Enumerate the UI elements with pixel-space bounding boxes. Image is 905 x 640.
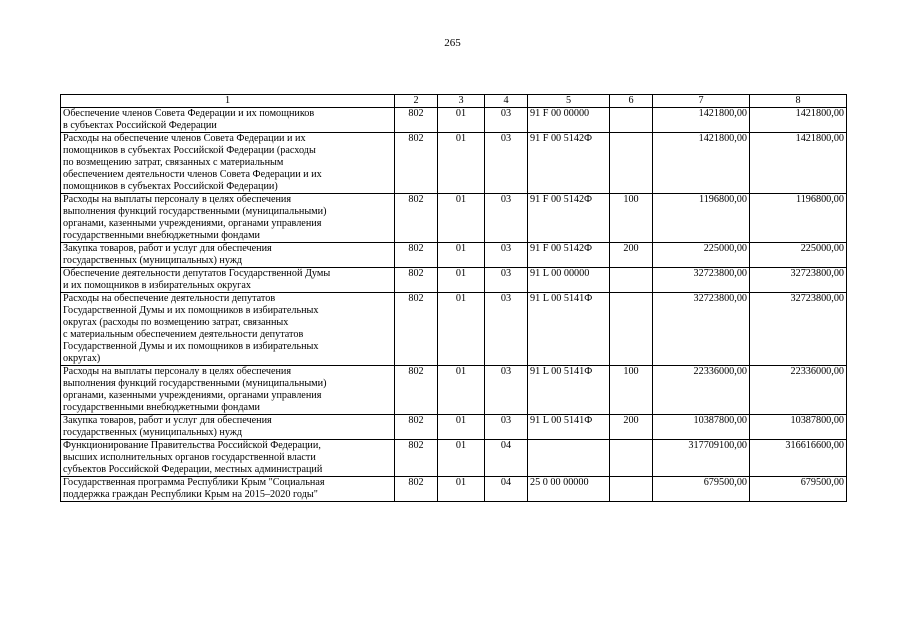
cell-section-code: 01 <box>438 293 485 366</box>
cell-ministry-code: 802 <box>395 415 438 440</box>
cell-ministry-code: 802 <box>395 268 438 293</box>
cell-expense-type <box>610 133 653 194</box>
cell-expense-type: 100 <box>610 194 653 243</box>
cell-target-article: 91 F 00 5142Ф <box>528 243 610 268</box>
cell-amount-2020: 225000,00 <box>750 243 847 268</box>
cell-expense-type: 200 <box>610 243 653 268</box>
cell-subsection-code: 03 <box>485 108 528 133</box>
cell-ministry-code: 802 <box>395 366 438 415</box>
cell-item-name: Функционирование Правительства Российской Федерации, высших исполнительных органов государственной власти субъектов Российской Федерации, местных администраций <box>61 440 395 477</box>
table-row <box>61 415 847 440</box>
cell-amount-2020: 1421800,00 <box>750 108 847 133</box>
cell-section-code: 01 <box>438 243 485 268</box>
cell-subsection-code: 04 <box>485 477 528 502</box>
cell-section-code: 01 <box>438 268 485 293</box>
cell-target-article: 91 F 00 00000 <box>528 108 610 133</box>
table-row <box>61 366 847 415</box>
column-header-6: 6 <box>610 95 653 108</box>
column-header-4: 4 <box>485 95 528 108</box>
table-row <box>61 243 847 268</box>
cell-section-code: 01 <box>438 108 485 133</box>
cell-amount-2019: 317709100,00 <box>653 440 750 477</box>
cell-amount-2020: 316616600,00 <box>750 440 847 477</box>
cell-ministry-code: 802 <box>395 477 438 502</box>
cell-subsection-code: 03 <box>485 133 528 194</box>
table-row <box>61 293 847 366</box>
cell-item-name: Расходы на выплаты персоналу в целях обеспечения выполнения функций государственными (муниципальными) органами, казенными учреждениями, органами управления государственными внебюджетными фондами <box>61 194 395 243</box>
cell-section-code: 01 <box>438 133 485 194</box>
column-header-7: 7 <box>653 95 750 108</box>
cell-amount-2019: 1196800,00 <box>653 194 750 243</box>
cell-target-article: 91 F 00 5142Ф <box>528 194 610 243</box>
cell-amount-2019: 1421800,00 <box>653 133 750 194</box>
cell-ministry-code: 802 <box>395 108 438 133</box>
cell-subsection-code: 04 <box>485 440 528 477</box>
page-number: 265 <box>444 37 461 49</box>
cell-amount-2019: 1421800,00 <box>653 108 750 133</box>
cell-target-article: 91 L 00 00000 <box>528 268 610 293</box>
column-header-5: 5 <box>528 95 610 108</box>
cell-section-code: 01 <box>438 440 485 477</box>
cell-section-code: 01 <box>438 366 485 415</box>
cell-item-name: Расходы на обеспечение деятельности депутатов Государственной Думы и их помощников в избирательных округах (расходы по возмещению затрат, связанных с материальным обеспечением деятельности депутатов Государственной Думы и их помощников в избирательных округах) <box>61 293 395 366</box>
cell-expense-type <box>610 440 653 477</box>
table-header-row <box>61 95 847 108</box>
cell-subsection-code: 03 <box>485 194 528 243</box>
cell-ministry-code: 802 <box>395 293 438 366</box>
cell-section-code: 01 <box>438 477 485 502</box>
cell-expense-type <box>610 268 653 293</box>
cell-target-article: 91 L 00 5141Ф <box>528 415 610 440</box>
cell-amount-2020: 1196800,00 <box>750 194 847 243</box>
cell-amount-2019: 225000,00 <box>653 243 750 268</box>
table-row <box>61 194 847 243</box>
cell-expense-type: 200 <box>610 415 653 440</box>
cell-item-name: Расходы на обеспечение членов Совета Федерации и их помощников в субъектах Российской Федерации (расходы по возмещению затрат, связанных с материальным обеспечением деятельности членов Совета Федерации и их помощников в субъектах Российской Федерации) <box>61 133 395 194</box>
column-header-8: 8 <box>750 95 847 108</box>
cell-amount-2020: 679500,00 <box>750 477 847 502</box>
cell-item-name: Расходы на выплаты персоналу в целях обеспечения выполнения функций государственными (муниципальными) органами, казенными учреждениями, органами управления государственными внебюджетными фондами <box>61 366 395 415</box>
cell-expense-type <box>610 108 653 133</box>
cell-amount-2019: 22336000,00 <box>653 366 750 415</box>
cell-ministry-code: 802 <box>395 243 438 268</box>
cell-ministry-code: 802 <box>395 133 438 194</box>
cell-subsection-code: 03 <box>485 415 528 440</box>
cell-subsection-code: 03 <box>485 268 528 293</box>
cell-item-name: Закупка товаров, работ и услуг для обеспечения государственных (муниципальных) нужд <box>61 243 395 268</box>
cell-section-code: 01 <box>438 415 485 440</box>
cell-amount-2020: 32723800,00 <box>750 293 847 366</box>
cell-target-article: 25 0 00 00000 <box>528 477 610 502</box>
cell-target-article <box>528 440 610 477</box>
table-row <box>61 268 847 293</box>
cell-item-name: Обеспечение деятельности депутатов Государственной Думы и их помощников в избирательных округах <box>61 268 395 293</box>
cell-expense-type <box>610 477 653 502</box>
cell-target-article: 91 F 00 5142Ф <box>528 133 610 194</box>
cell-amount-2020: 22336000,00 <box>750 366 847 415</box>
cell-section-code: 01 <box>438 194 485 243</box>
cell-subsection-code: 03 <box>485 293 528 366</box>
cell-amount-2020: 10387800,00 <box>750 415 847 440</box>
cell-amount-2020: 1421800,00 <box>750 133 847 194</box>
column-header-1: 1 <box>61 95 395 108</box>
cell-amount-2020: 32723800,00 <box>750 268 847 293</box>
table-row <box>61 133 847 194</box>
table-row <box>61 108 847 133</box>
cell-expense-type <box>610 293 653 366</box>
cell-ministry-code: 802 <box>395 440 438 477</box>
table-row <box>61 440 847 477</box>
cell-item-name: Государственная программа Республики Крым "Социальная поддержка граждан Республики Крым на 2015–2020 годы" <box>61 477 395 502</box>
cell-item-name: Обеспечение членов Совета Федерации и их помощников в субъектах Российской Федерации <box>61 108 395 133</box>
column-header-3: 3 <box>438 95 485 108</box>
cell-target-article: 91 L 00 5141Ф <box>528 366 610 415</box>
cell-amount-2019: 32723800,00 <box>653 268 750 293</box>
cell-target-article: 91 L 00 5141Ф <box>528 293 610 366</box>
budget-table <box>60 94 847 502</box>
cell-subsection-code: 03 <box>485 243 528 268</box>
column-header-2: 2 <box>395 95 438 108</box>
cell-ministry-code: 802 <box>395 194 438 243</box>
table-row <box>61 477 847 502</box>
cell-item-name: Закупка товаров, работ и услуг для обеспечения государственных (муниципальных) нужд <box>61 415 395 440</box>
cell-subsection-code: 03 <box>485 366 528 415</box>
cell-amount-2019: 32723800,00 <box>653 293 750 366</box>
cell-amount-2019: 679500,00 <box>653 477 750 502</box>
cell-expense-type: 100 <box>610 366 653 415</box>
cell-amount-2019: 10387800,00 <box>653 415 750 440</box>
